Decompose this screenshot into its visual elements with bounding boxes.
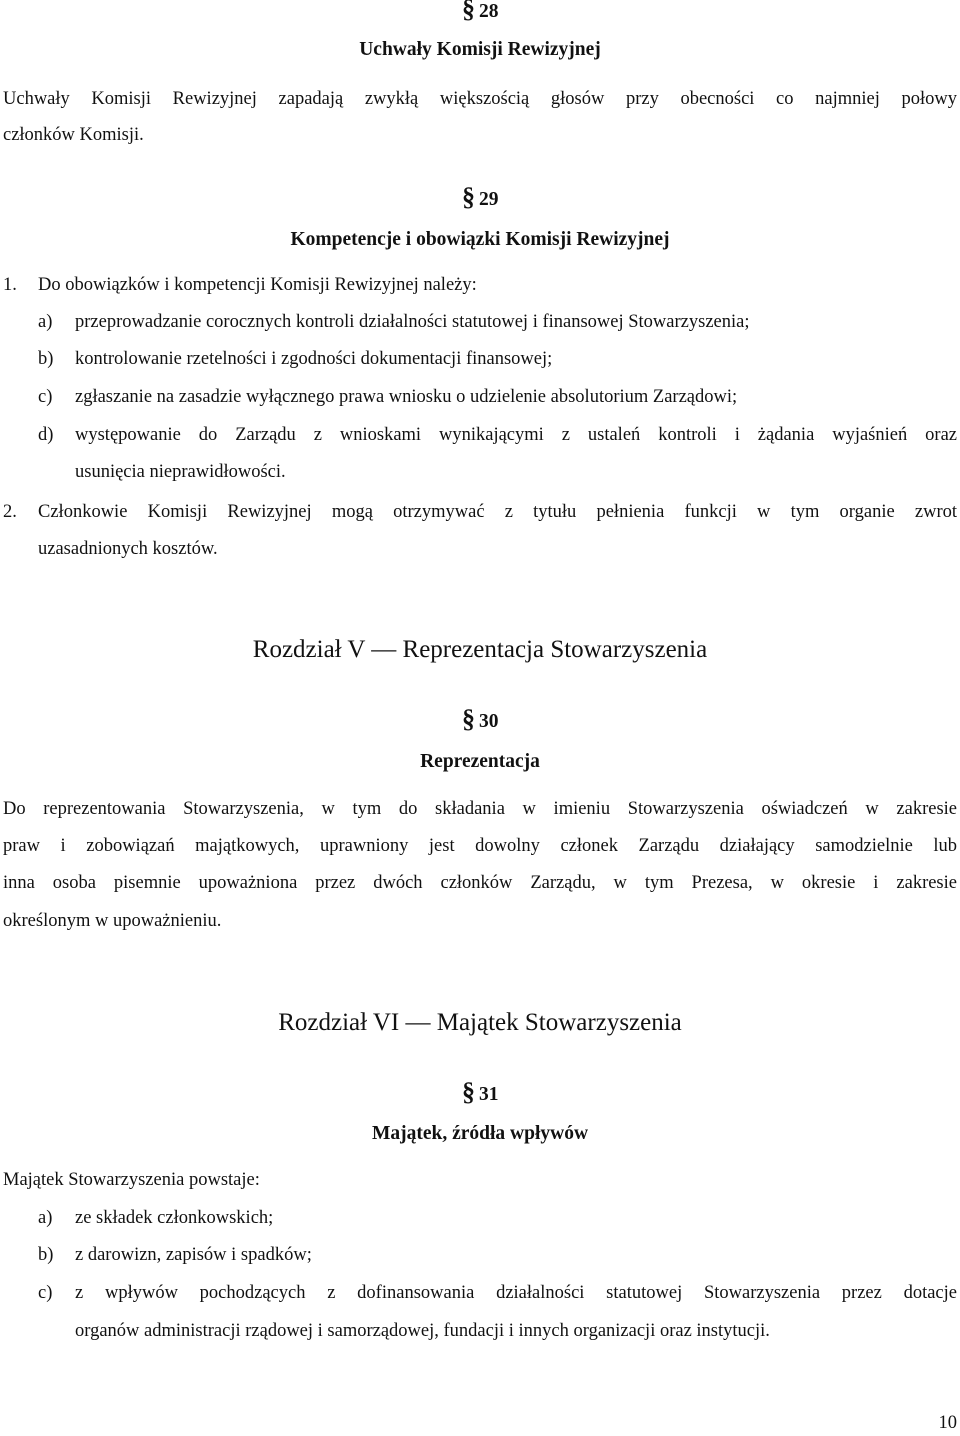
section-number: 30: [479, 711, 499, 732]
point-text: Do obowiązków i kompetencji Komisji Rewizyjnej należy:: [38, 275, 477, 295]
list-item-marker: b): [38, 1245, 54, 1265]
section-number: 29: [479, 189, 499, 210]
list-item-text: organów administracji rządowej i samorządowej, fundacji i innych organizacji oraz instytucji.: [75, 1321, 770, 1341]
list-item-marker: c): [38, 387, 53, 407]
list-item-text: z darowizn, zapisów i spadków;: [75, 1245, 312, 1265]
intro-text: Majątek Stowarzyszenia powstaje:: [3, 1170, 260, 1190]
list-item-text: przeprowadzanie corocznych kontroli działalności statutowej i finansowej Stowarzyszenia;: [75, 312, 750, 332]
point-marker: 1.: [3, 275, 17, 295]
paragraph-line: określonym w upoważnieniu.: [3, 911, 222, 931]
list-item-text: ze składek członkowskich;: [75, 1208, 274, 1228]
chapter-heading: Rozdział VI — Majątek Stowarzyszenia: [278, 1009, 682, 1036]
paragraph-line: Uchwały Komisji Rewizyjnej zapadają zwykłą większością głosów przy obecności co najmniej połowy: [3, 89, 957, 109]
list-item-marker: a): [38, 1208, 53, 1228]
list-item-text: usunięcia nieprawidłowości.: [75, 462, 286, 482]
section-number: 31: [479, 1084, 499, 1105]
list-item-marker: a): [38, 312, 53, 332]
section-28-number: [462, 0, 499, 28]
section-28-title: Uchwały Komisji Rewizyjnej: [359, 39, 601, 60]
list-item-text: występowanie do Zarządu z wnioskami wynikającymi z ustaleń kontroli i żądania wyjaśnień oraz: [75, 425, 957, 445]
list-item-text: kontrolowanie rzetelności i zgodności dokumentacji finansowej;: [75, 349, 553, 369]
section-sign-icon: §: [462, 1077, 475, 1106]
section-30-title: Reprezentacja: [420, 751, 540, 772]
page-number: 10: [938, 1413, 957, 1433]
section-sign-icon: §: [462, 182, 475, 211]
list-item-marker: d): [38, 425, 54, 445]
list-item-text: zgłaszanie na zasadzie wyłącznego prawa wniosku o udzielenie absolutorium Zarządowi;: [75, 387, 738, 407]
section-31-title: Majątek, źródła wpływów: [371, 1123, 589, 1144]
section-sign-icon: §: [462, 0, 475, 23]
paragraph-line: członków Komisji.: [3, 125, 144, 145]
section-sign-icon: §: [462, 704, 475, 733]
chapter-heading: Rozdział V — Reprezentacja Stowarzyszenia: [252, 636, 708, 663]
paragraph-line: praw i zobowiązań majątkowych, uprawniony jest dowolny członek Zarządu działający samodzielnie lub: [3, 836, 957, 856]
section-29-title: Kompetencje i obowiązki Komisji Rewizyjnej: [290, 229, 670, 250]
list-item-text: z wpływów pochodzących z dofinansowania działalności statutowej Stowarzyszenia przez dotacje: [75, 1283, 957, 1303]
section-31-number: [462, 1077, 499, 1111]
point-text: Członkowie Komisji Rewizyjnej mogą otrzymywać z tytułu pełnienia funkcji w tym organie zwrot: [38, 502, 957, 522]
paragraph-line: inna osoba pisemnie upoważniona przez dwóch członków Zarządu, w tym Prezesa, w okresie i zakresie: [3, 873, 957, 893]
section-30-number: [462, 704, 499, 738]
section-number: 28: [479, 1, 499, 22]
paragraph-line: Do reprezentowania Stowarzyszenia, w tym do składania w imieniu Stowarzyszenia oświadczeń w zakresie: [3, 799, 957, 819]
list-item-marker: c): [38, 1283, 53, 1303]
point-marker: 2.: [3, 502, 17, 522]
list-item-marker: b): [38, 349, 54, 369]
section-29-number: [462, 182, 499, 216]
point-text: uzasadnionych kosztów.: [38, 539, 218, 559]
